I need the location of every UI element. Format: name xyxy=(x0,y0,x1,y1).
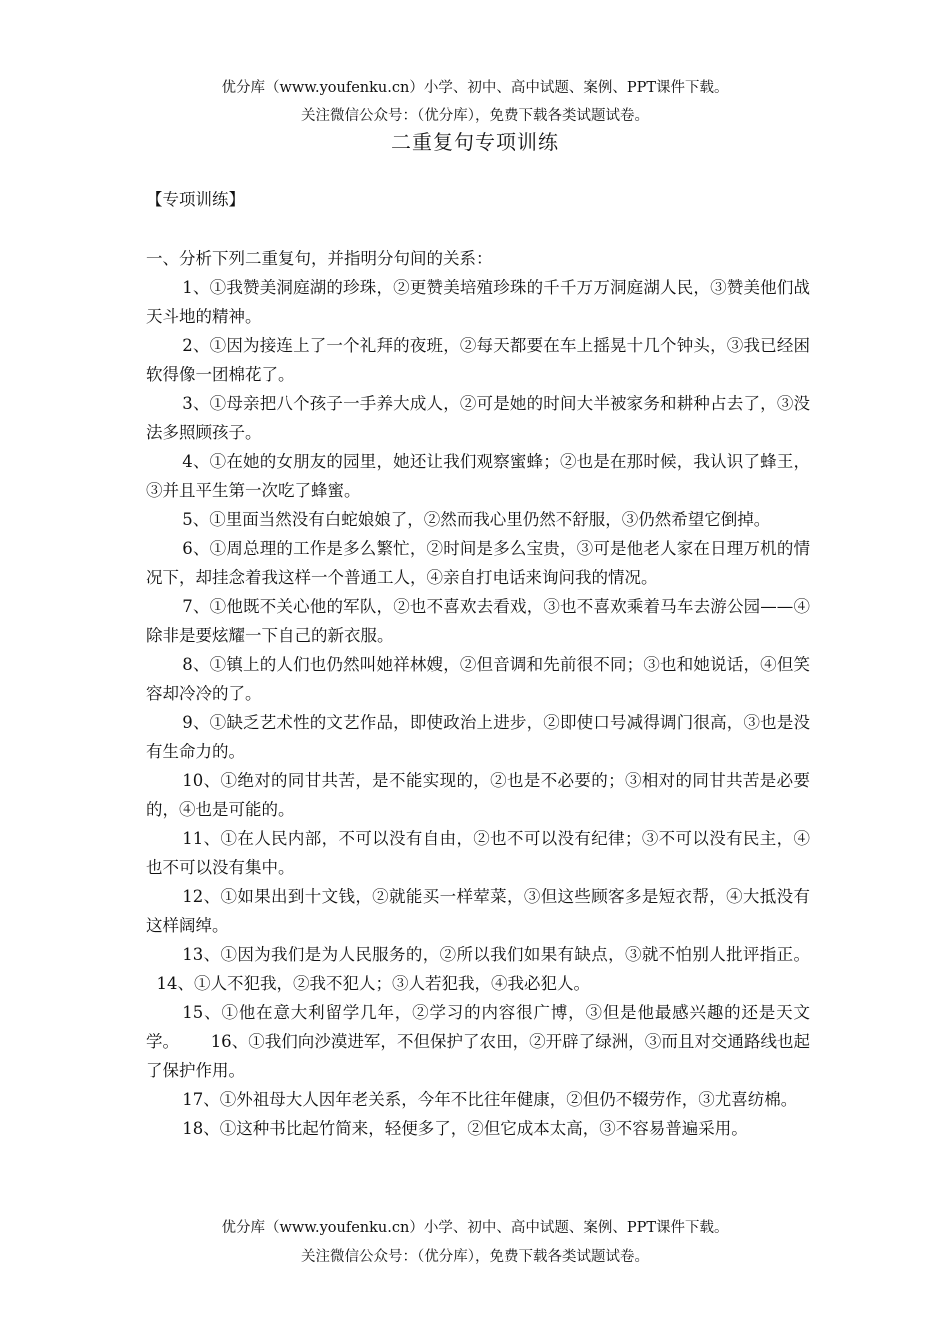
exercise-intro: 一、分析下列二重复句，并指明分句间的关系： xyxy=(146,249,493,268)
exercise-item-3: 3、①母亲把八个孩子一手养大成人，②可是她的时间大半被家务和耕种占去了，③没法多照顾孩子。 xyxy=(146,394,810,442)
exercise-item-13-14 xyxy=(146,940,810,998)
exercise-item-13: 13、①因为我们是为人民服务的，②所以我们如果有缺点，③就不怕别人批评指正。 xyxy=(182,945,810,964)
exercise-body xyxy=(146,244,810,1143)
footer-line-2: 关注微信公众号：（优分库），免费下载各类试题试卷。 xyxy=(301,1249,649,1265)
section-label: 【专项训练】 xyxy=(146,190,245,209)
exercise-item-11: 11、①在人民内部，不可以没有自由，②也不可以没有纪律；③不可以没有民主，④也不可以没有集中。 xyxy=(146,829,810,877)
exercise-item-17: 17、①外祖母大人因年老关系，今年不比往年健康，②但仍不辍劳作，③尤喜纺棉。 xyxy=(182,1090,798,1109)
exercise-item-7: 7、①他既不关心他的军队，②也不喜欢去看戏，③也不喜欢乘着马车去游公园——④除非是要炫耀一下自己的新衣服。 xyxy=(146,597,810,645)
header-line-1: 优分库（www.youfenku.cn）小学、初中、高中试题、案例、PPT课件下载。 xyxy=(221,80,729,96)
exercise-item-4: 4、①在她的女朋友的园里，她还让我们观察蜜蜂；②也是在那时候，我认识了蜂王，③并且平生第一次吃了蜂蜜。 xyxy=(146,452,810,500)
exercise-item-12: 12、①如果出到十文钱，②就能买一样荤菜，③但这些顾客多是短衣帮，④大抵没有这样阔绰。 xyxy=(146,887,810,935)
exercise-item-15-16 xyxy=(146,998,810,1085)
exercise-item-8: 8、①镇上的人们也仍然叫她祥林嫂，②但音调和先前很不同；③也和她说话，④但笑容却冷冷的了。 xyxy=(146,655,810,703)
page-title: 二重复句专项训练 xyxy=(391,130,559,154)
footer-line-1: 优分库（www.youfenku.cn）小学、初中、高中试题、案例、PPT课件下载。 xyxy=(221,1220,729,1236)
header-line-2: 关注微信公众号：（优分库），免费下载各类试题试卷。 xyxy=(301,108,649,124)
exercise-item-2: 2、①因为接连上了一个礼拜的夜班，②每天都要在车上摇晃十几个钟头，③我已经困软得像一团棉花了。 xyxy=(146,336,810,384)
exercise-item-16: 16、①我们向沙漠进军，不但保护了农田，②开辟了绿洲，③而且对交通路线也起了保护作用。 xyxy=(146,1032,811,1080)
exercise-item-9: 9、①缺乏艺术性的文艺作品，即使政治上进步，②即使口号减得调门很高，③也是没有生命力的。 xyxy=(146,713,810,761)
exercise-item-14: 14、①人不犯我，②我不犯人；③人若犯我，④我必犯人。 xyxy=(156,974,590,993)
exercise-item-10: 10、①绝对的同甘共苦，是不能实现的，②也是不必要的；③相对的同甘共苦是必要的，④也是可能的。 xyxy=(146,771,810,819)
exercise-item-6: 6、①周总理的工作是多么繁忙，②时间是多么宝贵，③可是他老人家在日理万机的情况下，却挂念着我这样一个普通工人，④亲自打电话来询问我的情况。 xyxy=(146,539,810,587)
exercise-item-15: 15、①他在意大利留学几年，②学习的内容很广博，③但是他最感兴趣的还是天文学。 xyxy=(146,1003,810,1051)
exercise-item-5: 5、①里面当然没有白蛇娘娘了，②然而我心里仍然不舒服，③仍然希望它倒掉。 xyxy=(182,510,771,529)
exercise-item-1: 1、①我赞美洞庭湖的珍珠，②更赞美培殖珍珠的千千万万洞庭湖人民，③赞美他们战天斗地的精神。 xyxy=(146,278,810,326)
exercise-item-18: 18、①这种书比起竹简来，轻便多了，②但它成本太高，③不容易普遍采用。 xyxy=(182,1119,748,1138)
